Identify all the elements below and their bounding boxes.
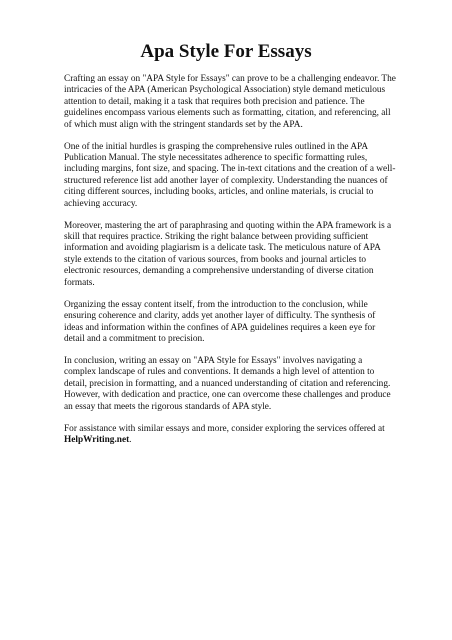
closing-period: . xyxy=(129,434,132,445)
helpwriting-link[interactable]: HelpWriting.net xyxy=(64,434,130,445)
paragraph-2: One of the initial hurdles is grasping the comprehensive rules outlined in the APA Publication Manual. The style necessitates adherence to specific formatting rules, including margins, font size, and spacing. The in-text citations and the creation of a well-structured reference list add another layer of complexity. Understanding the nuances of citing different sources, including books, articles, and online materials, is crucial to achieving accuracy. xyxy=(64,141,396,209)
paragraph-1: Crafting an essay on "APA Style for Essays" can prove to be a challenging endeavor. The intricacies of the APA (American Psychological Association) style demand meticulous attention to detail, making it a task that requires both precision and patience. The guidelines encompass various elements such as formatting, citation, and referencing, all of which must align with the stringent standards set by the APA. xyxy=(64,74,396,130)
document-body xyxy=(64,74,396,457)
document-title: Apa Style For Essays xyxy=(140,41,312,62)
closing-paragraph xyxy=(64,424,396,447)
paragraph-3: Moreover, mastering the art of paraphrasing and quoting within the APA framework is a skill that requires practice. Striking the right balance between providing sufficient information and avoiding plagiarism is a delicate task. The meticulous nature of APA style extends to the citation of various sources, from books and journal articles to electronic resources, demanding a comprehensive understanding of diverse citation formats. xyxy=(64,220,392,288)
paragraph-4: Organizing the essay content itself, from the introduction to the conclusion, while ensuring coherence and clarity, adds yet another layer of difficulty. The synthesis of ideas and information within the confines of APA guidelines requires a keen eye for detail and a commitment to precision. xyxy=(64,299,376,344)
paragraph-5: In conclusion, writing an essay on "APA Style for Essays" involves navigating a complex landscape of rules and conventions. It demands a high level of attention to detail, precision in formatting, and a nuanced understanding of citation and referencing. However, with dedication and practice, one can overcome these challenges and produce an essay that meets the rigorous standards of APA style. xyxy=(64,355,391,412)
closing-text: For assistance with similar essays and more, consider exploring the services offered at xyxy=(64,423,385,434)
